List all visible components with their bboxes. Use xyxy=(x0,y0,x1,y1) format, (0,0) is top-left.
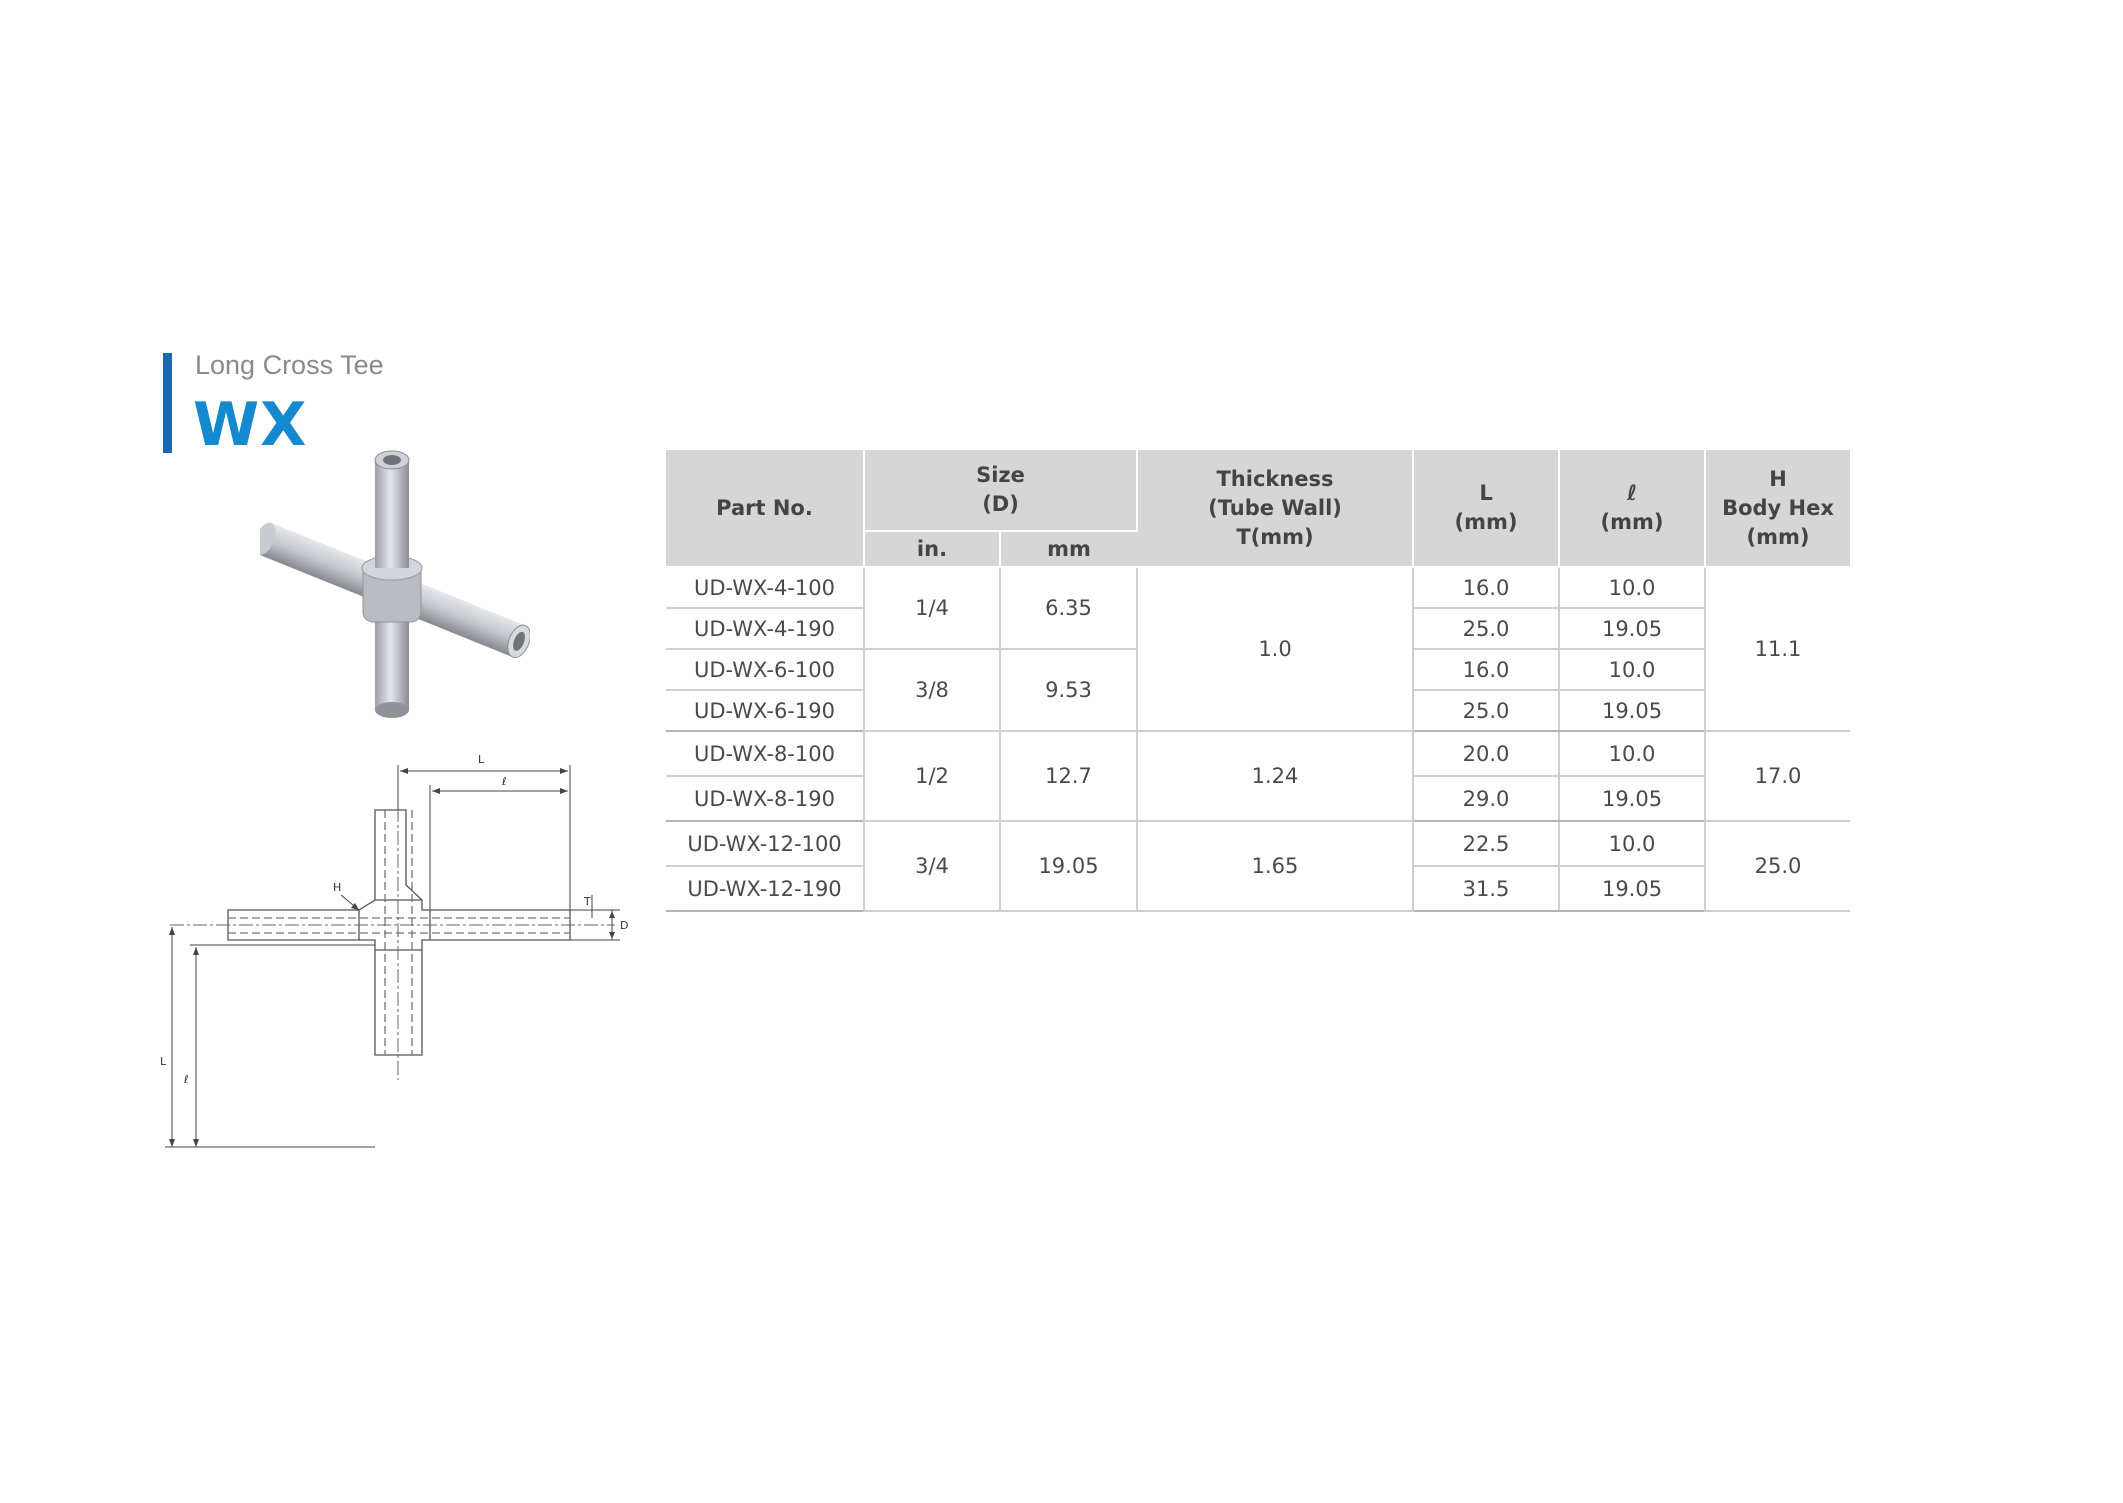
part-no-cell: UD-WX-8-100 xyxy=(666,731,864,776)
L-cell: 20.0 xyxy=(1413,731,1559,776)
table-row xyxy=(666,567,1850,608)
L-cell: 31.5 xyxy=(1413,866,1559,911)
size-in-cell: 3/4 xyxy=(864,821,1000,911)
thickness-cell: 1.65 xyxy=(1137,821,1413,911)
size-in-cell: 1/2 xyxy=(864,731,1000,821)
l-cell: 10.0 xyxy=(1559,821,1705,866)
product-subtitle: Long Cross Tee xyxy=(195,350,384,380)
hex-cell: 25.0 xyxy=(1705,821,1850,911)
part-no-cell: UD-WX-8-190 xyxy=(666,776,864,821)
L-cell: 16.0 xyxy=(1413,649,1559,690)
header-H: H Body Hex (mm) xyxy=(1705,450,1850,567)
l-cell: 19.05 xyxy=(1559,690,1705,731)
part-no-cell: UD-WX-12-100 xyxy=(666,821,864,866)
header-size: Size (D) xyxy=(864,450,1137,531)
size-mm-cell: 19.05 xyxy=(1000,821,1137,911)
header-L: L (mm) xyxy=(1413,450,1559,567)
l-cell: 19.05 xyxy=(1559,608,1705,649)
dim-label-L-top: L xyxy=(478,753,485,766)
header-l: ℓ (mm) xyxy=(1559,450,1705,567)
size-mm-cell: 6.35 xyxy=(1000,567,1137,649)
thickness-cell: 1.0 xyxy=(1137,567,1413,731)
part-no-cell: UD-WX-6-100 xyxy=(666,649,864,690)
product-photo xyxy=(260,440,530,730)
part-no-cell: UD-WX-4-100 xyxy=(666,567,864,608)
table-row xyxy=(666,731,1850,776)
header-thickness: Thickness (Tube Wall) T(mm) xyxy=(1137,450,1413,567)
l-cell: 19.05 xyxy=(1559,776,1705,821)
thickness-cell: 1.24 xyxy=(1137,731,1413,821)
L-cell: 25.0 xyxy=(1413,690,1559,731)
product-title: WX xyxy=(193,390,308,460)
dim-label-l-top: ℓ xyxy=(502,775,507,788)
L-cell: 25.0 xyxy=(1413,608,1559,649)
dim-label-D: D xyxy=(620,919,629,932)
L-cell: 29.0 xyxy=(1413,776,1559,821)
part-no-cell: UD-WX-6-190 xyxy=(666,690,864,731)
dim-label-T: T xyxy=(584,895,591,908)
L-cell: 16.0 xyxy=(1413,567,1559,608)
part-no-cell: UD-WX-4-190 xyxy=(666,608,864,649)
l-cell: 10.0 xyxy=(1559,567,1705,608)
dimension-drawing xyxy=(160,745,640,1170)
size-in-cell: 1/4 xyxy=(864,567,1000,649)
L-cell: 22.5 xyxy=(1413,821,1559,866)
part-no-cell: UD-WX-12-190 xyxy=(666,866,864,911)
size-in-cell: 3/8 xyxy=(864,649,1000,731)
header-part-no: Part No. xyxy=(666,450,864,567)
title-accent-bar xyxy=(163,353,172,453)
hex-cell: 11.1 xyxy=(1705,567,1850,731)
l-cell: 10.0 xyxy=(1559,649,1705,690)
table-row xyxy=(666,821,1850,866)
size-mm-cell: 9.53 xyxy=(1000,649,1137,731)
header-size-mm: mm xyxy=(1000,531,1137,567)
dim-label-l-left: ℓ xyxy=(184,1073,189,1086)
size-mm-cell: 12.7 xyxy=(1000,731,1137,821)
hex-cell: 17.0 xyxy=(1705,731,1850,821)
dim-label-L-left: L xyxy=(160,1055,167,1068)
spec-table xyxy=(666,450,1850,912)
dim-label-H: H xyxy=(333,881,342,894)
header-size-in: in. xyxy=(864,531,1000,567)
l-cell: 10.0 xyxy=(1559,731,1705,776)
l-cell: 19.05 xyxy=(1559,866,1705,911)
